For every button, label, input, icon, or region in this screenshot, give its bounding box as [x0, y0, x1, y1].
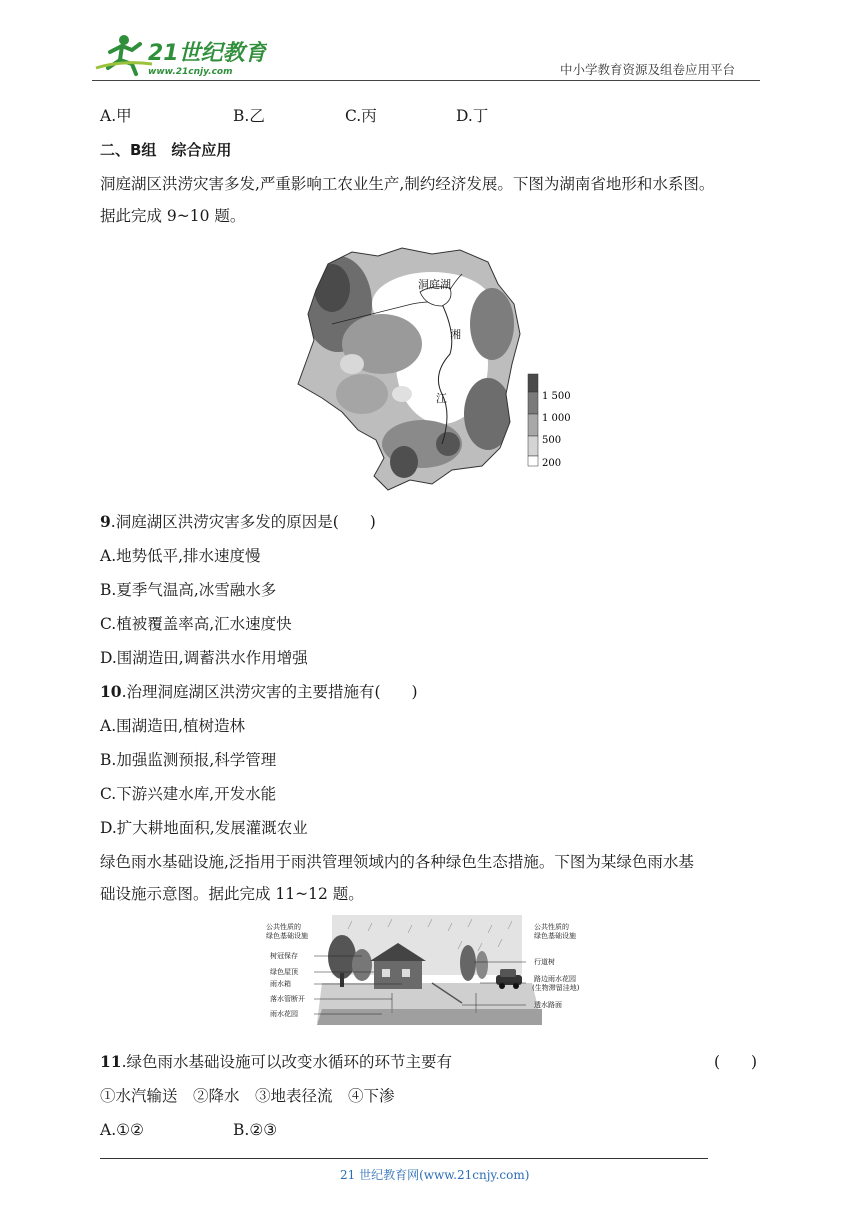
passage1-line2: 据此完成 9~10 题。 — [100, 207, 246, 225]
header-divider — [92, 80, 760, 81]
q11-stem — [100, 1052, 452, 1072]
section-title: 二、B组 综合应用 — [100, 141, 232, 159]
fig2-right-label-1: 绿色基础设施 — [534, 932, 576, 940]
q10-stem — [100, 682, 418, 702]
prev-option-d[interactable]: D.丁 — [456, 107, 489, 125]
prev-option-b[interactable]: B.乙 — [233, 107, 265, 125]
map-label-jiang: 江 — [436, 392, 447, 405]
passage2-line1: 绿色雨水基础设施,泛指用于雨洪管理领域内的各种绿色生态措施。下图为某绿色雨水基 — [100, 853, 694, 871]
q9-stem-text: .洞庭湖区洪涝灾害多发的原因是( ) — [110, 513, 376, 531]
legend-500: 500 — [542, 435, 562, 446]
passage2-line2: 础设施示意图。据此完成 11~12 题。 — [100, 885, 364, 903]
q9-number: 9 — [100, 512, 111, 531]
map-legend — [528, 374, 570, 469]
fig2-right-label-2: 行道树 — [534, 958, 555, 966]
footer-text[interactable]: 21 世纪教育网(www.21cnjy.com) — [340, 1168, 530, 1182]
q9-option-c[interactable]: C.植被覆盖率高,汇水速度快 — [100, 615, 292, 633]
passage1-line1: 洞庭湖区洪涝灾害多发,严重影响工农业生产,制约经济发展。下图为湖南省地形和水系图。 — [100, 175, 715, 193]
map-label-xiang: 湘 — [450, 328, 461, 341]
logo-url: www.21cnjy.com — [148, 67, 233, 77]
fig2-right-label-0: 公共性质的 — [534, 923, 569, 931]
platform-name: 中小学教育资源及组卷应用平台 — [560, 62, 736, 77]
map-label-lake: 洞庭湖 — [418, 278, 451, 291]
q9-stem — [100, 512, 376, 532]
q10-option-b[interactable]: B.加强监测预报,科学管理 — [100, 751, 277, 769]
q9-option-b[interactable]: B.夏季气温高,冰雪融水多 — [100, 581, 277, 599]
legend-1000: 1 000 — [542, 413, 570, 424]
legend-200: 200 — [542, 458, 562, 469]
q9-option-a[interactable]: A.地势低平,排水速度慢 — [100, 547, 261, 565]
q11-stem-text: .绿色雨水基础设施可以改变水循环的环节主要有 — [121, 1053, 453, 1071]
fig2-left-label-1: 绿色基础设施 — [266, 932, 308, 940]
q10-option-d[interactable]: D.扩大耕地面积,发展灌溉农业 — [100, 819, 308, 837]
q11-answer-paren: ( ) — [714, 1053, 758, 1071]
site-logo — [92, 32, 267, 78]
fig2-right-label-4: (生物滞留洼地) — [532, 984, 580, 992]
q10-stem-text: .治理洞庭湖区洪涝灾害的主要措施有( ) — [121, 683, 418, 701]
q11-option-b[interactable]: B.②③ — [233, 1121, 278, 1139]
prev-option-a[interactable]: A.甲 — [100, 107, 132, 125]
q11-number: 11 — [100, 1052, 122, 1071]
logo-text: 21世纪教育 — [148, 41, 267, 66]
fig2-right-label-5: 透水路面 — [534, 1001, 562, 1009]
fig2-left-label-0: 公共性质的 — [266, 923, 301, 931]
fig2-left-label-2: 树冠保存 — [270, 952, 298, 960]
q10-number: 10 — [100, 682, 122, 701]
fig2-left-label-6: 雨水花园 — [270, 1010, 298, 1018]
q9-option-d[interactable]: D.围湖造田,调蓄洪水作用增强 — [100, 649, 308, 667]
prev-option-c[interactable]: C.丙 — [345, 107, 377, 125]
fig2-left-label-4: 雨水箱 — [270, 980, 291, 988]
fig2-right-label-3: 路边雨水花园 — [534, 975, 576, 983]
legend-1500: 1 500 — [542, 391, 570, 402]
green-infrastructure-diagram — [262, 913, 602, 1033]
q10-option-a[interactable]: A.围湖造田,植树造林 — [100, 717, 246, 735]
q11-items: ①水汽输送 ②降水 ③地表径流 ④下渗 — [100, 1087, 395, 1105]
q11-option-a[interactable]: A.①② — [100, 1121, 144, 1139]
q10-option-c[interactable]: C.下游兴建水库,开发水能 — [100, 785, 277, 803]
fig2-left-label-5: 落水管断开 — [270, 995, 305, 1003]
hunan-terrain-map — [292, 244, 570, 492]
footer-divider — [100, 1158, 708, 1159]
fig2-left-label-3: 绿色屋顶 — [270, 968, 298, 976]
